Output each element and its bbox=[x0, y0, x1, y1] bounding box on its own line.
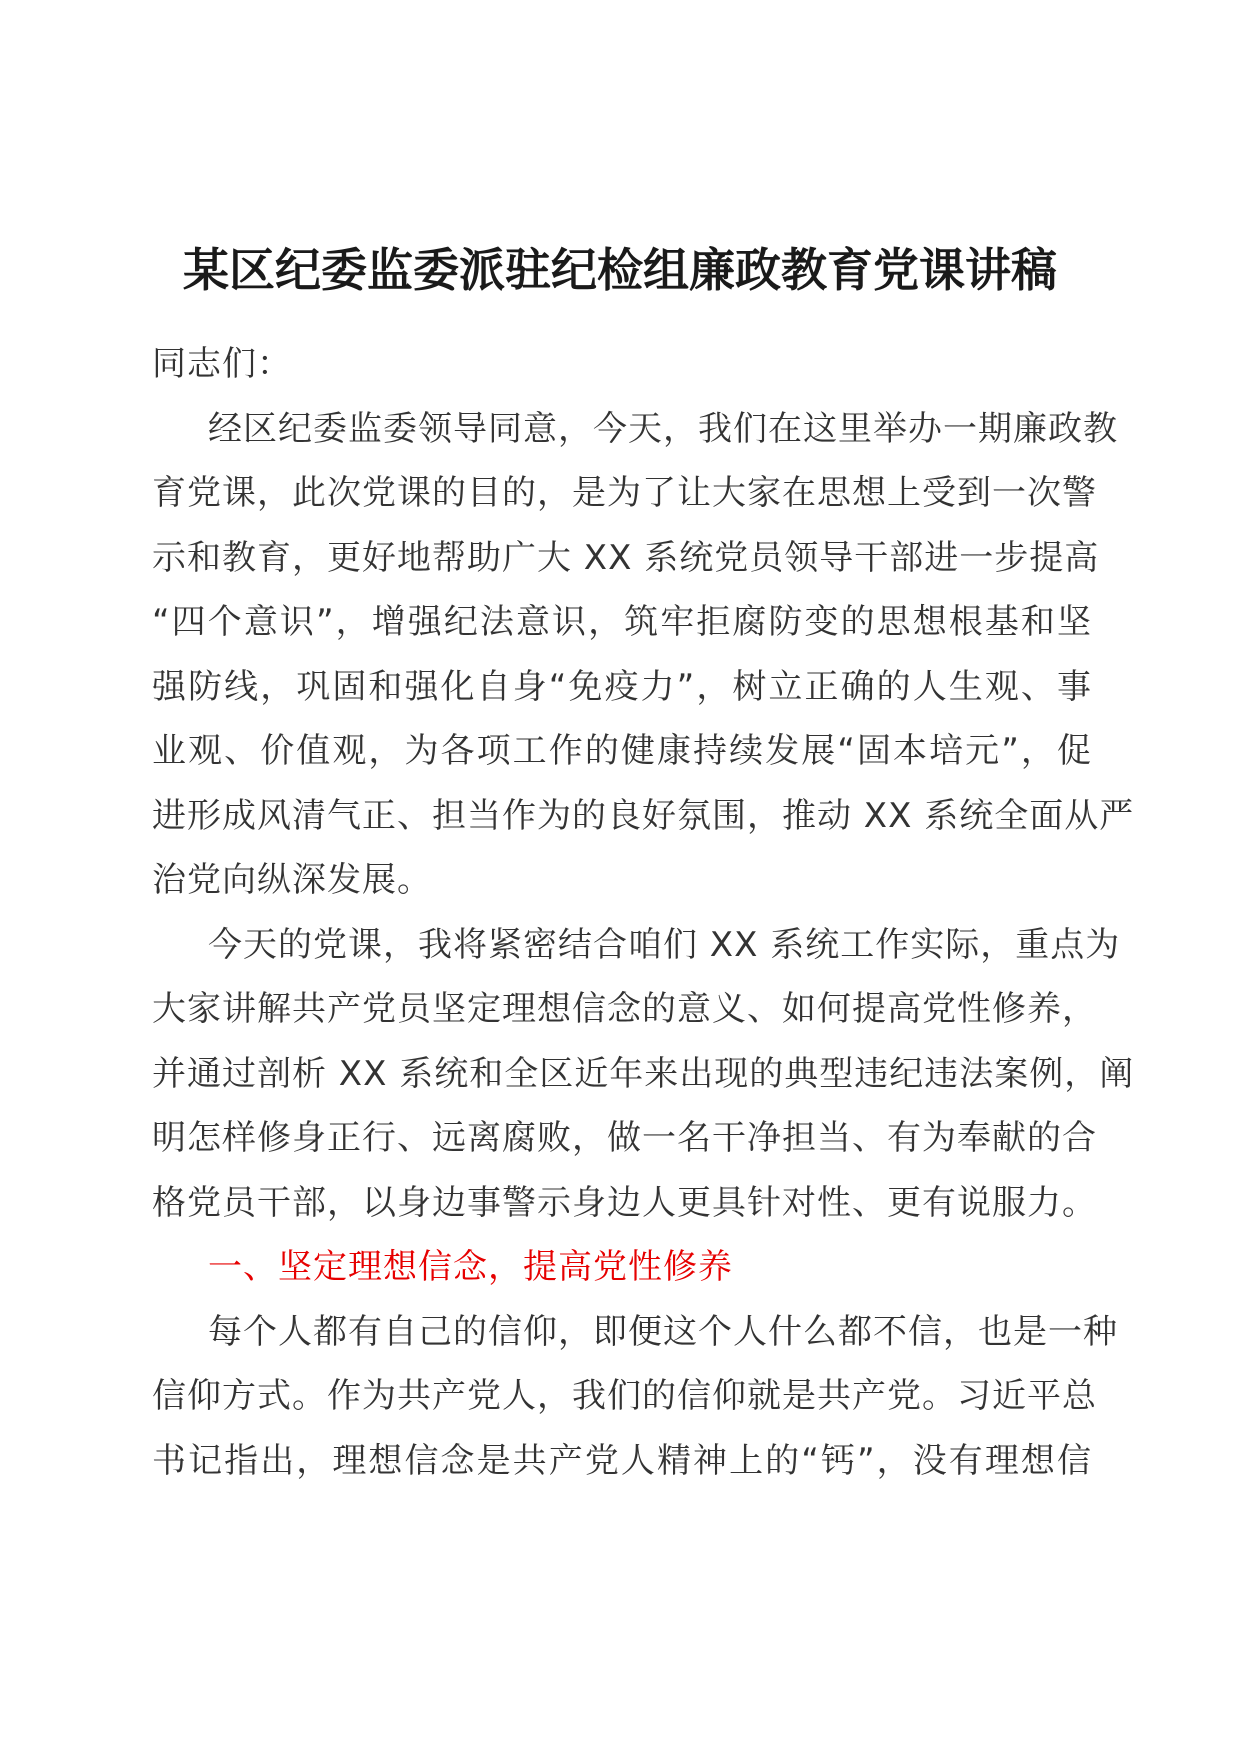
paragraph-line: 书记指出，理想信念是共产党人精神上的“钙”，没有理想信 bbox=[152, 1440, 1092, 1481]
paragraph-line: 强防线，巩固和强化自身“免疫力”，树立正确的人生观、事 bbox=[152, 666, 1092, 707]
paragraph-3 bbox=[152, 1300, 1118, 1494]
paragraph-line: 今天的党课，我将紧密结合咱们 XX 系统工作实际，重点为 bbox=[208, 924, 1121, 965]
paragraph-1 bbox=[152, 397, 1135, 913]
paragraph-line: 并通过剖析 XX 系统和全区近年来出现的典型违纪违法案例，阐 bbox=[152, 1053, 1135, 1094]
paragraph-line: 业观、价值观，为各项工作的健康持续发展“固本培元”，促 bbox=[152, 731, 1092, 771]
paragraph-line: 育党课，此次党课的目的，是为了让大家在思想上受到一次警 bbox=[152, 473, 1097, 513]
paragraph-line: 明怎样修身正行、远离腐败，做一名干净担当、有为奉献的合 bbox=[152, 1118, 1097, 1158]
paragraph-line: 经区纪委监委领导同意，今天，我们在这里举办一期廉政教 bbox=[208, 408, 1118, 449]
salutation: 同志们： bbox=[152, 344, 292, 384]
paragraph-line: 示和教育，更好地帮助广大 XX 系统党员领导干部进一步提高 bbox=[152, 537, 1100, 578]
paragraph-line: 每个人都有自己的信仰，即便这个人什么都不信，也是一种 bbox=[208, 1311, 1118, 1352]
paragraph-2 bbox=[152, 913, 1135, 1236]
paragraph-line: 信仰方式。作为共产党人，我们的信仰就是共产党。习近平总 bbox=[152, 1376, 1097, 1416]
paragraph-line: “四个意识”，增强纪法意识，筑牢拒腐防变的思想根基和坚 bbox=[152, 602, 1092, 642]
paragraph-line: 治党向纵深发展。 bbox=[152, 860, 432, 900]
document-title: 某区纪委监委派驻纪检组廉政教育党课讲稿 bbox=[183, 243, 1057, 297]
paragraph-line: 大家讲解共产党员坚定理想信念的意义、如何提高党性修养， bbox=[152, 989, 1097, 1029]
paragraph-line: 格党员干部，以身边事警示身边人更具针对性、更有说服力。 bbox=[152, 1182, 1097, 1223]
document-body bbox=[152, 332, 1135, 1493]
paragraph-line: 进形成风清气正、担当作为的良好氛围，推动 XX 系统全面从严 bbox=[152, 795, 1135, 836]
section-heading: 一、坚定理想信念，提高党性修养 bbox=[208, 1247, 733, 1287]
